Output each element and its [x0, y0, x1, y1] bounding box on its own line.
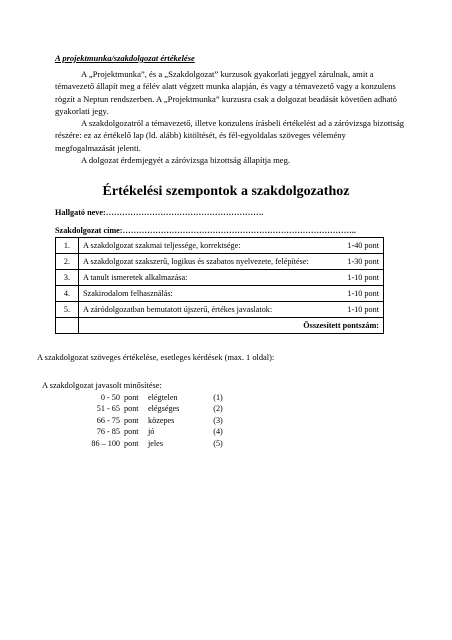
criteria-points: 1-40 pont — [347, 241, 379, 250]
criteria-points: 1-10 pont — [347, 305, 379, 314]
grade-code: (5) — [213, 438, 223, 448]
grade-label: jó — [148, 427, 155, 437]
grade-range: 66 - 75 — [96, 415, 120, 425]
criteria-number: 4. — [56, 286, 79, 302]
total-row — [56, 318, 384, 334]
grade-row — [82, 403, 228, 414]
grade-range: 76 - 85 — [96, 427, 120, 437]
student-name-field[interactable]: Hallgató neve:…………………………………………………. — [55, 208, 264, 217]
section-title: A projektmunka/szakdolgozat értékelése — [55, 53, 195, 63]
grade-label: közepes — [148, 415, 175, 425]
criteria-text: A szakdolgozat szakszerű, logikus és szabatos nyelvezete, felépítése: — [83, 257, 309, 266]
criteria-row — [56, 302, 384, 318]
text-evaluation-label: A szakdolgozat szöveges értékelése, esetleges kérdések (max. 1 oldal): — [37, 353, 275, 362]
criteria-points: 1-10 pont — [347, 273, 379, 282]
grade-range: 0 - 50 — [100, 393, 120, 402]
grade-scale — [82, 392, 228, 449]
grade-unit: pont — [124, 415, 139, 425]
grade-row — [82, 415, 228, 426]
grade-code: (2) — [213, 404, 223, 414]
criteria-text: A tanult ismeretek alkalmazása: — [83, 273, 188, 282]
total-score-label: Összesített pontszám: — [79, 318, 384, 334]
thesis-title-field[interactable]: Szakdolgozat címe:………………………………………………………………………….. — [55, 226, 356, 235]
grade-unit: pont — [124, 438, 139, 448]
main-heading: Értékelési szempontok a szakdolgozathoz — [102, 184, 350, 199]
grade-unit: pont — [124, 393, 139, 402]
intro-paragraph-2: A szakdolgozatról a témavezető, illetve konzulens írásbeli értékelést ad a záróvizsga bizottság részére: ez az értékelő lap (ld. alább) kitöltését, és fél-egyoldalas szöveges vélemény megfogalmazását jelenti. — [55, 118, 405, 153]
criteria-row — [56, 238, 384, 254]
criteria-number: 5. — [56, 302, 79, 318]
grade-code: (4) — [213, 427, 223, 437]
intro-paragraph-1: A „Projektmunka”, és a „Szakdolgozat” kurzusok gyakorlati jeggyel zárulnak, amit a témavezető állapít meg a félév alatt végzett munka alapján, és vagy a témavezető vagy a konzulens rögzít a Neptun rendszerben. A „Projektmunka” kurzusra csak a dolgozat beadását követően adható gyakorlati jegy. — [55, 69, 397, 116]
grade-title: A szakdolgozat javasolt minősítése: — [42, 381, 162, 390]
criteria-number: 1. — [56, 238, 79, 254]
criteria-row — [56, 270, 384, 286]
grade-unit: pont — [124, 427, 139, 437]
criteria-table — [55, 237, 384, 334]
grade-row — [82, 392, 228, 403]
criteria-number: 3. — [56, 270, 79, 286]
grade-label: jeles — [148, 438, 164, 448]
criteria-row — [56, 254, 384, 270]
intro-paragraph-3: A dolgozat érdemjegyét a záróvizsga bizottság állapítja meg. — [81, 155, 291, 165]
criteria-row — [56, 286, 384, 302]
criteria-number: 2. — [56, 254, 79, 270]
grade-range: 51 - 65 — [96, 404, 120, 414]
criteria-text: A szakdolgozat szakmai teljessége, korrektsége: — [83, 241, 241, 250]
criteria-text: Szakirodalom felhasználás: — [83, 289, 173, 298]
grade-label: elégséges — [148, 404, 180, 414]
criteria-points: 1-30 pont — [347, 257, 379, 266]
grade-row — [82, 426, 228, 437]
grade-code: (3) — [213, 415, 223, 425]
grade-label: elégtelen — [148, 393, 178, 402]
grade-code: (1) — [213, 393, 223, 402]
criteria-text: A záródolgozatban bemutatott újszerű, értékes javaslatok: — [83, 305, 273, 314]
grade-unit: pont — [124, 404, 139, 414]
grade-row — [82, 438, 228, 449]
grade-range: 86 – 100 — [91, 438, 120, 448]
criteria-points: 1-10 pont — [347, 289, 379, 298]
